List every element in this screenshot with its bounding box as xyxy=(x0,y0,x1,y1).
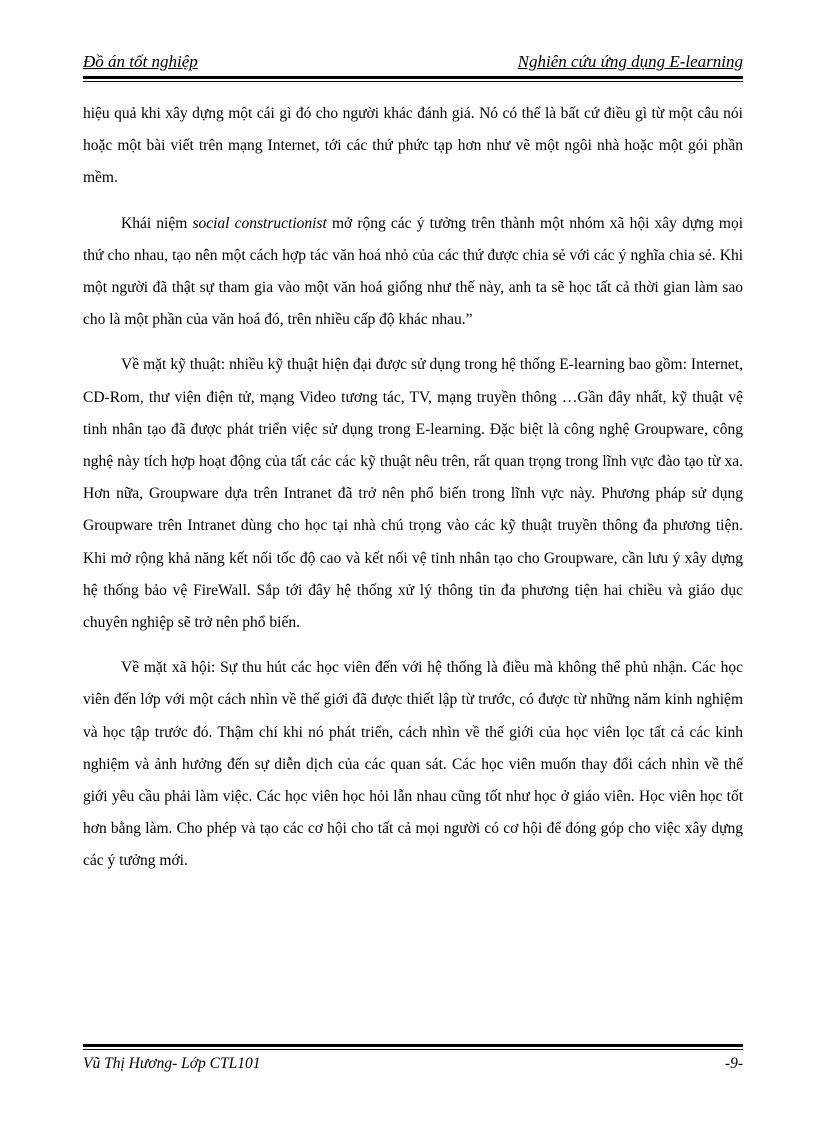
header-topic-title: Nghiên cứu ứng dụng E-learning xyxy=(517,52,743,71)
page-header xyxy=(83,52,743,76)
header-rule xyxy=(83,76,743,79)
paragraph-social-aspect: Về mặt xã hội: Sự thu hút các học viên đến với hệ thống là điều mà không thể phủ nhận. Các học viên đến lớp với một cách nhìn về thế giới đã được thiết lập từ trước, có được từ những năm kinh nghiệm và học tập trước đó. Thậm chí khi nó phát triển, cách nhìn về thế giới của học viên lọc tất cả các kinh nghiệm và ảnh hưởng đến sự diễn dịch của các quan sát. Các học viên muốn thay đổi cách nhìn về thế giới yêu cầu phải làm việc. Các học viên học hỏi lẫn nhau cũng tốt như học ở giáo viên. Học viên học tốt hơn bằng làm. Cho phép và tạo các cơ hội cho tất cả mọi người có cơ hội để đóng góp cho việc xây dựng các ý tưởng mới. xyxy=(83,659,743,870)
paragraph-text-rest: mở rộng các ý tưởng trên thành một nhóm xã hội xây dựng mọi thứ cho nhau, tạo nên một cách hợp tác văn hoá nhỏ của các thứ được chia sẻ với các ý nghĩa chia sẻ. Khi một người đã thật sự tham gia vào một văn hoá giống như thế này, anh ta sẽ học tất cả thời gian làm sao cho là một phần của văn hoá đó, trên nhiều cấp độ khác nhau.” xyxy=(83,214,743,329)
page-footer xyxy=(83,1055,743,1079)
footer-rule-thin xyxy=(83,1049,743,1050)
page-body xyxy=(83,98,743,878)
paragraph-technical-aspect: Về mặt kỹ thuật: nhiều kỹ thuật hiện đại được sử dụng trong hệ thống E-learning bao gồm: Internet, CD-Rom, thư viện điện tử, mạng Video tương tác, TV, mạng truyền thông …Gần đây nhất, kỹ thuật vệ tinh nhân tạo đã được phát triển việc sử dụng trong E-learning. Đặc biệt là công nghệ Groupware, công nghệ này tích hợp hoạt động của tất các các kỹ thuật nêu trên, rất quan trọng trong lĩnh vực đào tạo từ xa. Hơn nữa, Groupware dựa trên Intranet đã trở nên phổ biến trong lĩnh vực này. Phương pháp sử dụng Groupware trên Intranet dùng cho học tại nhà chú trọng vào các kỹ thuật truyền thông đa phương tiện. Khi mở rộng khả năng kết nối tốc độ cao và kết nối vệ tinh nhân tạo cho Groupware, cần lưu ý xây dựng hệ thống bảo vệ FireWall. Sắp tới đây hệ thống xử lý thông tin đa phương tiện hai chiều và giáo dục chuyên nghiệp sẽ trở nên phổ biến. xyxy=(83,356,743,632)
header-rule-thin xyxy=(83,81,743,82)
footer-rule xyxy=(83,1044,743,1047)
paragraph-social-constructionist xyxy=(83,208,743,337)
page-number: -9- xyxy=(724,1055,743,1072)
footer-author: Vũ Thị Hương- Lớp CTL101 xyxy=(83,1055,261,1072)
header-document-title: Đồ án tốt nghiệp xyxy=(83,52,198,71)
paragraph-continuation: hiệu quả khi xây dựng một cái gì đó cho người khác đánh giá. Nó có thể là bất cứ điều gì từ một câu nói hoặc một bài viết trên mạng Internet, tới các thứ phức tạp hơn như vẽ một ngôi nhà hoặc một gói phần mềm. xyxy=(83,105,743,187)
term-social-constructionist: social constructionist xyxy=(192,214,327,232)
paragraph-text-start: Khái niệm xyxy=(121,214,193,232)
